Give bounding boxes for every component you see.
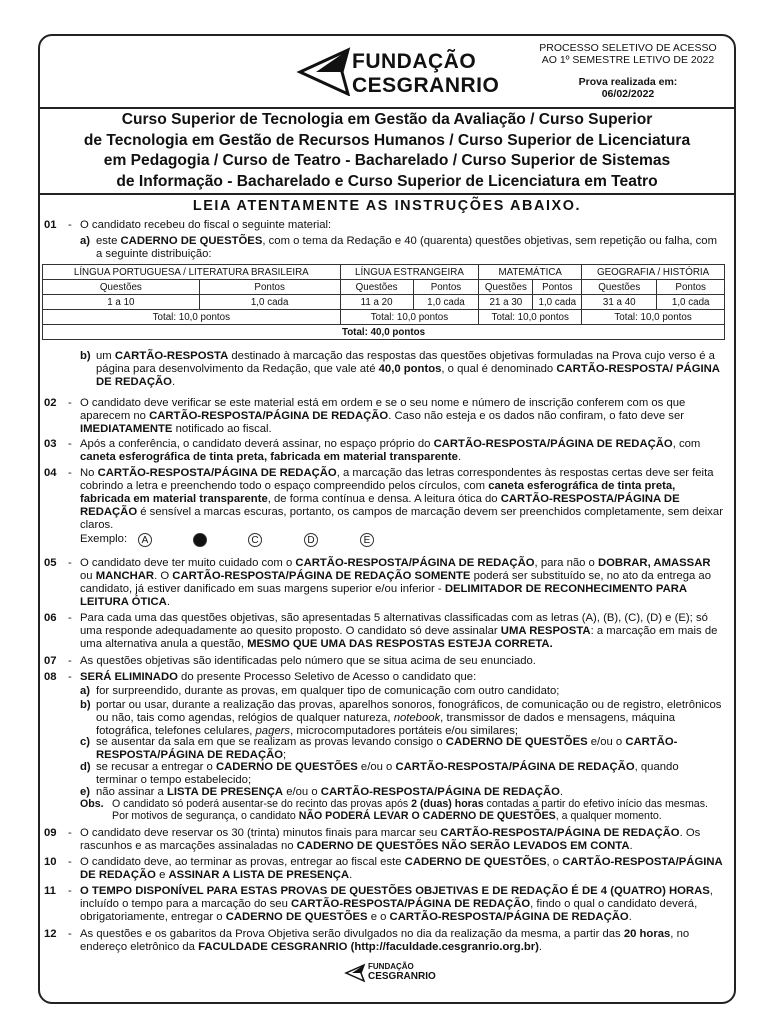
text: LISTA DE PRESENÇA [166,786,284,798]
example-label: Exemplo: [80,533,128,545]
text: notificado ao fiscal. [172,422,272,435]
cesgranrio-logo [296,44,506,100]
item-05-text [80,557,723,609]
item-04-text [80,467,723,532]
text: é sensível a marcas escuras, portanto, os campos de marcação devem ser preenchidos completamente, sem deixar claros. [80,505,723,531]
course-line3: em Pedagogia / Curso de Teatro - Bacharelado / Curso Superior de Sistemas [103,152,671,169]
subtotal-cell: Total: 10,0 pontos [479,310,582,325]
item-number: 09 [44,827,57,839]
text: : a marcação em mais de uma alternativa anula a questão, [80,624,718,650]
text: . [559,786,564,798]
text: CARTÃO-RESPOSTA/PÁGINA DE REDAÇÃO [440,827,680,839]
text: CARTÃO-RESPOSTA/PÁGINA DE REDAÇÃO [291,897,531,910]
text: FACULDADE CESGRANRIO (http://faculdade.cesgranrio.org.br) [198,940,539,953]
item-12-text [80,928,723,954]
item-number: 05 [44,557,57,569]
text: CADERNO DE QUESTÕES [225,910,368,923]
text: se ausentar da sala em que se realizam as provas levando consigo o [96,736,446,748]
subtotal-cell: Total: 10,0 pontos [340,310,479,325]
item-number: 02 [44,397,57,409]
elim-a [80,685,723,698]
text: O candidato deve ter muito cuidado com o [80,557,296,569]
text: UMA RESPOSTA [500,624,591,637]
obs-label: Obs. [80,798,104,810]
col-header: Questões [582,280,657,295]
item-dash: - [68,557,72,569]
item-letter: a) [80,685,91,697]
text: . [628,910,632,923]
text: este [96,235,121,247]
text: . [629,839,633,852]
text: , com [672,438,701,450]
col-header: Pontos [657,280,725,295]
course-line4: de Informação - Bacharelado e Curso Superior de Licenciatura em Teatro [116,172,658,190]
item-letter: c) [80,736,91,748]
text: O TEMPO DISPONÍVEL PARA ESTAS PROVAS DE QUESTÕES OBJETIVAS E DE REDAÇÃO É DE 4 (QUATRO) HORAS [80,885,710,897]
course-divider [38,193,736,195]
text: . [171,375,176,388]
text: e/ou o [357,761,396,773]
text: CADERNO DE QUESTÕES [120,235,263,247]
text: CARTÃO-RESPOSTA/PÁGINA DE REDAÇÃO [295,557,535,569]
col-header: Pontos [199,280,340,295]
text: Para cada uma das questões objetivas, são apresentadas 5 alternativas classificadas com as letras (A), (B), (C), (D) e (E); só uma responde adequadamente ao quesito proposto. O candidato só deve assinalar [80,612,708,637]
text: CADERNO DE QUESTÕES [215,761,358,773]
bubble-a: A [138,533,152,547]
text: O candidato deve, ao terminar as provas, entregar ao fiscal este [80,856,405,868]
text: caneta esferográfica de tinta preta, fabricada em material transparente [80,450,458,463]
text: . Os rascunhos e as marcações assinaladas no [80,827,701,852]
item-number: 03 [44,438,57,450]
text: . Caso não esteja e os dados não confiram, o fato deve ser [388,409,685,422]
text: CARTÃO-RESPOSTA/ PÁGINA DE REDAÇÃO [96,362,720,388]
text: for surpreendido, durante as provas, em qualquer tipo de comunicação com outro candidato; [96,685,560,697]
text: , quando terminar o tempo estabelecido; [96,761,679,786]
text: , de forma contínua e densa. A leitura ótica do [267,492,501,505]
text: . O [154,569,173,582]
text: . [457,450,462,463]
distribution-table [42,264,725,340]
item-dash: - [68,885,72,897]
text: , no endereço eletrônico da [80,928,690,953]
elim-e [80,786,723,799]
text: O candidato só poderá ausentar-se do recinto das provas após [112,798,412,810]
item-07-text: As questões objetivas são identificadas pelo número que se situa acima de seu enunciado. [80,655,536,667]
subject-header: LÍNGUA PORTUGUESA / LITERATURA BRASILEIRA [43,265,341,280]
subject-header: MATEMÁTICA [479,265,582,280]
obs-note [80,798,723,822]
text: As questões e os gabaritos da Prova Objetiva serão divulgados no dia da realização da mesma, a partir das [80,928,624,940]
text: portar ou usar, durante a realização das provas, aparelhos sonoros, fonográficos, de comunicação ou de registro, eletrônicos ou não, tais como agendas, relógios de qualquer natureza, [96,699,722,724]
table-cell: 1,0 cada [199,295,340,310]
item-dash: - [68,856,72,868]
elim-d [80,761,723,787]
table-cell: 1,0 cada [533,295,582,310]
footer-logo [344,962,436,986]
text: CADERNO DE QUESTÕES [404,856,547,868]
text: do presente Processo Seletivo de Acesso o candidato que: [177,671,477,683]
item-number: 08 [44,671,57,683]
col-header: Pontos [413,280,479,295]
text: CADERNO DE QUESTÕES NÃO SERÃO LEVADOS EM CONTA [296,839,630,852]
text: CARTÃO-RESPOSTA/PÁGINA DE REDAÇÃO [320,786,560,798]
header [38,34,736,108]
text: , microcomputadores portáteis e/ou similares; [290,724,518,737]
text: 20 horas [623,928,671,940]
text: se recusar a entregar o [96,761,216,773]
item-dash: - [68,612,72,624]
item-number: 07 [44,655,57,667]
item-dash: - [68,928,72,940]
item-number: 01 [44,219,57,231]
item-dash: - [68,467,72,479]
item-06-text [80,612,723,651]
text: O candidato deve verificar se este material está em ordem e se o seu nome e número de inscrição conferem com os que aparecem no [80,397,686,422]
text: , o [546,856,563,868]
footer-logo-line1: FUNDAÇÃO [368,962,414,971]
obs-text [112,798,723,822]
col-header: Questões [340,280,413,295]
text: , com o tema da Redação e 40 (quarenta) questões objetivas, sem repetição ou falha, com a seguinte distribuição: [96,235,718,260]
text: 2 (duas) horas [411,798,484,810]
text: , findo o qual o candidato deverá, obrigatoriamente, entregar o [80,897,698,923]
text: CARTÃO-RESPOSTA/PÁGINA DE REDAÇÃO [389,910,629,923]
text: SERÁ ELIMINADO [80,671,178,683]
item-letter: a) [80,235,91,247]
text: e/ou o [283,786,321,798]
text: IMEDIATAMENTE [80,422,173,435]
text: CARTÃO-RESPOSTA/PÁGINA DE REDAÇÃO [395,761,635,773]
item-dash: - [68,397,72,409]
item-dash: - [68,219,72,231]
text: , o qual é denominado [441,362,557,375]
text: CARTÃO-RESPOSTA/PÁGINA DE REDAÇÃO [80,492,680,518]
text: pagers [255,724,291,737]
table-cell: 1,0 cada [413,295,479,310]
text: . [349,868,353,881]
bubble-e: E [360,533,374,547]
item-letter: b) [80,699,91,711]
exam-date: 06/02/2022 [601,88,655,100]
text: ou [80,569,96,582]
process-line1: PROCESSO SELETIVO DE ACESSO [539,42,717,54]
text: CADERNO DE QUESTÕES [445,736,588,748]
item-dash: - [68,438,72,450]
text: destinado à marcação das respostas das questões objetivas formuladas na Prova cujo verso é a página para desenvolvimento da Redação, que vale até [96,350,715,375]
text: poderá ser substituído se, no ato da entrega ao candidato, já estiver danificado em suas margens superior e/ou inferior - [80,569,711,595]
text: e [155,868,169,881]
text: não assinar a [96,786,167,798]
text: ; [283,748,287,761]
text: CARTÃO-RESPOSTA/PÁGINA DE REDAÇÃO [433,438,673,450]
text: DOBRAR, AMASSAR [597,557,711,569]
item-number: 04 [44,467,57,479]
course-line1: Curso Superior de Tecnologia em Gestão da Avaliação / Curso Superior [121,111,653,128]
text: um [96,350,115,362]
text: CARTÃO-RESPOSTA/PÁGINA DE REDAÇÃO [96,736,678,761]
table-cell: 31 a 40 [582,295,657,310]
text: , incluído o tempo para a marcação do seu [80,885,713,910]
text: DELIMITADOR DE RECONHECIMENTO PARA LEITURA ÓTICA [80,582,687,608]
text: CARTÃO-RESPOSTA [114,350,229,362]
text: . [538,940,543,953]
col-header: Questões [43,280,200,295]
col-header: Pontos [533,280,582,295]
logo-arrow-icon [296,46,352,96]
item-number: 12 [44,928,57,940]
text: e/ou o [587,736,626,748]
table-cell: 21 a 30 [479,295,533,310]
item-letter: b) [80,350,91,362]
text: ASSINAR A LISTA DE PRESENÇA [168,868,350,881]
course-line2: de Tecnologia em Gestão de Recursos Humanos / Curso Superior de Licenciatura [83,131,691,149]
item-03-text [80,438,723,464]
text: MANCHAR [95,569,155,582]
text: MESMO QUE UMA DAS RESPOSTAS ESTEJA CORRETA. [247,637,553,650]
item-11-text [80,885,723,924]
elim-b [80,699,723,738]
subject-header: LÍNGUA ESTRANGEIRA [340,265,479,280]
text: CARTÃO-RESPOSTA/PÁGINA DE REDAÇÃO SOMENTE [172,569,471,582]
footer-logo-arrow-icon [344,963,366,983]
item-01-b [80,350,723,389]
text: CARTÃO-RESPOSTA/PÁGINA DE REDAÇÃO [80,856,723,881]
process-line2: AO 1º SEMESTRE LETIVO DE 2022 [541,54,715,66]
logo-line1: FUNDAÇÃO [352,50,477,73]
col-header: Questões [479,280,533,295]
course-title [40,110,734,192]
bubble-d: D [304,533,318,547]
item-letter: d) [80,761,91,773]
item-number: 10 [44,856,57,868]
text: 40,0 pontos [378,362,442,375]
total-cell: Total: 40,0 pontos [43,325,725,340]
text: contadas a partir do efetivo início das mesmas. Por motivos de segurança, o candidato [112,798,708,823]
text: caneta esferográfica de tinta preta, fabricada em material transparente [80,479,676,505]
text: e o [367,910,390,923]
text: , para não o [534,557,598,569]
table-cell: 11 a 20 [340,295,413,310]
text: notebook [393,711,441,724]
text: , a marcação das letras correspondentes às respostas certas deve ser feita cobrindo a letra e preenchendo todo o espaço compreendido pelos círculos, com [80,467,714,492]
item-08-text [80,671,723,684]
item-01-text: O candidato recebeu do fiscal o seguinte material: [80,219,332,231]
text: CARTÃO-RESPOSTA/PÁGINA DE REDAÇÃO [97,467,337,479]
bubble-c: C [248,533,262,547]
text: , a qualquer momento. [555,810,662,823]
process-info [528,42,728,100]
item-dash: - [68,827,72,839]
item-dash: - [68,655,72,667]
item-02-text [80,397,723,436]
text: CARTÃO-RESPOSTA/PÁGINA DE REDAÇÃO [149,409,389,422]
exam-label: Prova realizada em: [578,76,678,88]
subtotal-cell: Total: 10,0 pontos [43,310,341,325]
text: , transmissor de dados e mensagens, máquina fotográfica, telefones celulares, [96,711,676,737]
item-dash: - [68,671,72,683]
item-09-text [80,827,723,853]
text: Após a conferência, o candidato deverá assinar, no espaço próprio do [80,438,434,450]
instructions-title: LEIA ATENTAMENTE AS INSTRUÇÕES ABAIXO. [192,198,582,214]
item-number: 11 [44,885,56,897]
item-number: 06 [44,612,57,624]
table-cell: 1,0 cada [657,295,725,310]
elim-c [80,736,723,762]
table-cell: 1 a 10 [43,295,200,310]
item-letter: e) [80,786,91,798]
text: . [166,595,170,608]
text: NÃO PODERÁ LEVAR O CADERNO DE QUESTÕES [298,810,556,823]
subject-header: GEOGRAFIA / HISTÓRIA [582,265,725,280]
subtotal-cell: Total: 10,0 pontos [582,310,725,325]
footer-logo-line2: CESGRANRIO [368,971,436,982]
logo-line2: CESGRANRIO [352,74,500,97]
item-10-text [80,856,723,882]
text: O candidato deve reservar os 30 (trinta) minutos finais para marcar seu [80,827,441,839]
bubble-b-filled [193,533,207,547]
text: No [80,467,98,479]
item-01-a [80,235,723,261]
header-divider [38,107,736,109]
